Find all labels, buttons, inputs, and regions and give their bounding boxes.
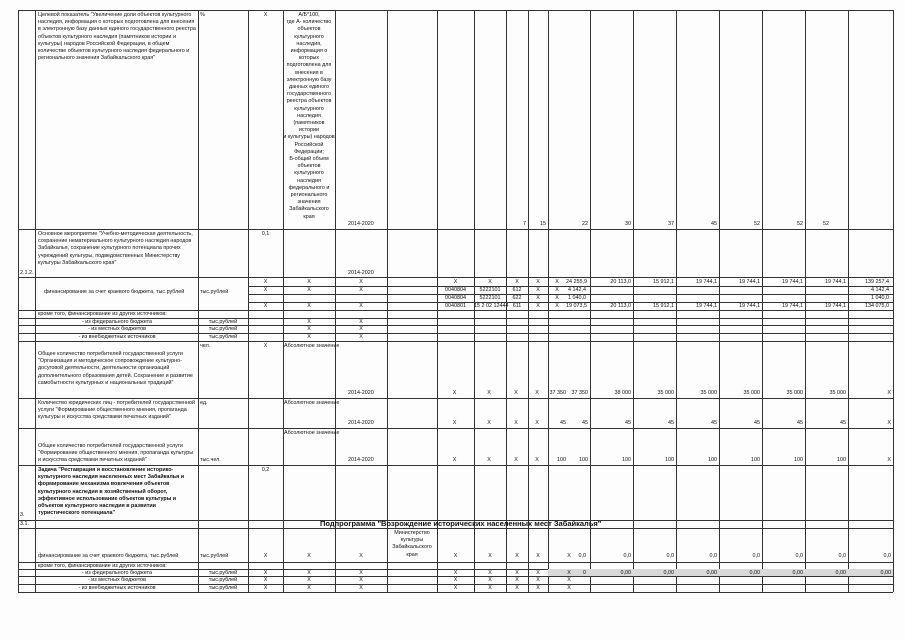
unit-cell: тыс.рублей bbox=[200, 553, 229, 559]
kbk-cell: 0040804 bbox=[445, 287, 466, 293]
value-cell: 100 bbox=[557, 457, 566, 463]
unit-cell: тыс.рублей bbox=[208, 326, 238, 332]
value-cell: 35 000 bbox=[829, 390, 846, 396]
source-label: - из федерального бюджета bbox=[82, 319, 152, 325]
value-cell: X bbox=[887, 420, 891, 426]
subprogram-title: Подпрограмма "Возрождение исторических населенных мест Забайкалья" bbox=[320, 519, 602, 528]
kbk-cell: 612 bbox=[512, 287, 522, 293]
weight-cell: X bbox=[263, 343, 268, 349]
value-cell: 45 bbox=[560, 420, 566, 426]
amount-cell: 0,00 bbox=[620, 570, 631, 576]
period-cell: 2014-2020 bbox=[348, 270, 374, 276]
value-cell: 45 bbox=[582, 420, 588, 426]
amount-cell: 0,0 bbox=[666, 553, 674, 559]
kbk-cell: X bbox=[488, 279, 492, 285]
kbk-cell: 0040804 bbox=[445, 295, 466, 301]
value-cell: X bbox=[535, 457, 539, 463]
value-cell: 100 bbox=[751, 457, 760, 463]
value-cell: 38 000 bbox=[614, 390, 631, 396]
task-text: Задача "Реставрация и восстановление историко-культурного наследия населенных мест Забайкалья и формирование механизма вовлечения объектов культурного наследия в хозяйственный оборот, эффективное использование объектов культуры и объектов культурного наследия в развитии туристического потенциала" bbox=[38, 467, 185, 517]
x-cell: X bbox=[307, 279, 311, 285]
kbk-cell: X bbox=[536, 295, 540, 301]
formula-line: электронную базу bbox=[286, 76, 332, 83]
x-cell: X bbox=[359, 570, 363, 576]
finance-label: финансирование за счет краевого бюджета, тыс.рублей bbox=[38, 553, 179, 559]
value-cell: 100 bbox=[708, 457, 717, 463]
value-cell: 52 bbox=[823, 221, 829, 227]
amount-cell: 20 113,0 bbox=[610, 279, 631, 285]
indicator-text: Количество юридических лиц - потребителей государственной услуги "Формирование общественного мнения, пропаганда культуры и искусства средствами печатных изданий" bbox=[38, 400, 196, 421]
unit-cell: % bbox=[200, 12, 205, 18]
formula-line: наследия bbox=[297, 112, 321, 119]
formula-line: Федерации; bbox=[294, 148, 324, 155]
kbk-cell: X bbox=[488, 577, 492, 583]
value-cell: 35 000 bbox=[657, 390, 674, 396]
value-cell: X bbox=[535, 420, 539, 426]
kbk-cell: X bbox=[453, 585, 458, 591]
row-line bbox=[18, 10, 893, 11]
formula-line: Б-общий объем bbox=[289, 156, 329, 163]
formula-line: наследия bbox=[297, 177, 321, 184]
weight-cell: 0,1 bbox=[261, 231, 270, 237]
indicator-text: Целевой показатель "Увеличение доли объектов культурного наследия, информация о которых подготовлена для внесения в электронную базу данных единого государственного реестра объектов культурного наследия (памятников истории и культуры) народов Российской Федерации, в общем количестве объектов культурного наследия федерального и регионального значения Забайкальского края" bbox=[38, 12, 196, 62]
amount-cell: 0,0 bbox=[578, 553, 586, 559]
formula-line: которых bbox=[298, 55, 320, 62]
amount-cell: 1 040,0 bbox=[568, 295, 586, 301]
unit-cell: ед. bbox=[200, 400, 208, 406]
formula-line: государственного bbox=[287, 91, 331, 98]
value-cell: 30 bbox=[625, 221, 631, 227]
amount-cell: 4 142,4 bbox=[871, 287, 889, 293]
kbk-cell: 0040801 bbox=[445, 303, 466, 309]
kbk-cell: X bbox=[567, 585, 571, 591]
x-cell: X bbox=[263, 279, 268, 285]
formula-line: Российской bbox=[294, 141, 324, 148]
x-cell: X bbox=[307, 577, 311, 583]
formula-line: значения bbox=[297, 199, 321, 206]
col-line bbox=[893, 10, 894, 592]
sources-header: кроме того, финансирование из других источников: bbox=[38, 311, 167, 317]
value-cell: 45 bbox=[668, 420, 674, 426]
kbk-cell: X bbox=[555, 295, 559, 301]
weight-cell: 0,2 bbox=[261, 467, 270, 473]
col-line bbox=[762, 10, 763, 592]
value-cell: 45 bbox=[797, 420, 803, 426]
kbk-cell: X bbox=[536, 553, 540, 559]
value-cell: X bbox=[887, 457, 891, 463]
value-cell: X bbox=[887, 390, 891, 396]
unit-cell: тыс.чел. bbox=[200, 457, 221, 463]
amount-cell: 0,00 bbox=[749, 570, 760, 576]
x-cell: X bbox=[307, 303, 311, 309]
period-cell: 2014-2020 bbox=[348, 390, 374, 396]
formula-line: регионального bbox=[290, 192, 328, 199]
formula-line: культурного bbox=[294, 33, 324, 40]
x-cell: X bbox=[359, 334, 363, 340]
col-line bbox=[198, 10, 199, 592]
value-cell: X bbox=[487, 457, 491, 463]
kbk-cell: 611 bbox=[512, 303, 522, 309]
unit-cell: тыс.рублей bbox=[208, 319, 238, 325]
value-cell: 7 bbox=[523, 221, 526, 227]
row-number: 2.1.2. bbox=[20, 270, 34, 276]
x-cell: X bbox=[307, 334, 311, 340]
weight-cell: X bbox=[263, 12, 268, 18]
x-cell: X bbox=[307, 570, 311, 576]
kbk-cell: 15 2 02 12444 bbox=[474, 303, 509, 309]
amount-cell: 19 744,1 bbox=[739, 303, 760, 309]
kbk-cell: X bbox=[555, 287, 559, 293]
col-line bbox=[805, 10, 806, 592]
amount-cell: 0 bbox=[583, 570, 586, 576]
x-cell: X bbox=[263, 553, 268, 559]
period-cell: 2014-2020 bbox=[348, 420, 374, 426]
value-cell: 100 bbox=[579, 457, 588, 463]
source-label: - из местных бюджетов bbox=[87, 326, 147, 332]
value-cell: 45 bbox=[711, 420, 717, 426]
kbk-cell: X bbox=[555, 279, 559, 285]
value-cell: 37 bbox=[668, 221, 674, 227]
x-cell: X bbox=[307, 326, 311, 332]
formula-line: культурного bbox=[294, 105, 324, 112]
amount-cell: 139 257,4 bbox=[865, 279, 889, 285]
amount-cell: 0,00 bbox=[880, 570, 891, 576]
value-cell: 35 000 bbox=[786, 390, 803, 396]
x-cell: X bbox=[307, 553, 311, 559]
x-cell: X bbox=[263, 303, 268, 309]
unit-cell: тыс.рублей bbox=[208, 334, 238, 340]
col-line bbox=[590, 10, 591, 592]
x-cell: X bbox=[307, 585, 311, 591]
kbk-cell: X bbox=[567, 553, 571, 559]
formula-line: А/Б*100, bbox=[298, 12, 320, 18]
amount-cell: 19 744,1 bbox=[782, 279, 803, 285]
x-cell: X bbox=[359, 326, 363, 332]
value-cell: X bbox=[514, 420, 518, 426]
value-cell: 37 350 bbox=[571, 390, 588, 396]
value-cell: 100 bbox=[622, 457, 631, 463]
value-cell: 22 bbox=[582, 221, 588, 227]
amount-cell: 134 075,0 bbox=[865, 303, 889, 309]
row-line bbox=[18, 277, 893, 278]
row-line bbox=[18, 229, 893, 230]
amount-cell: 19 073,5 bbox=[566, 303, 587, 309]
x-cell: X bbox=[359, 577, 363, 583]
value-cell: 45 bbox=[625, 420, 631, 426]
formula-cell: Абсолютное значение bbox=[284, 343, 340, 349]
x-cell: X bbox=[359, 279, 363, 285]
x-cell: X bbox=[263, 287, 268, 293]
value-cell: 15 bbox=[540, 221, 546, 227]
row-line bbox=[18, 428, 893, 429]
value-cell: X bbox=[514, 390, 518, 396]
x-cell: X bbox=[263, 585, 268, 591]
unit-cell: тыс.рублей bbox=[208, 570, 238, 576]
kbk-cell: X bbox=[453, 279, 458, 285]
amount-cell: 0,0 bbox=[795, 553, 803, 559]
col-line bbox=[676, 10, 677, 592]
amount-cell: 0,00 bbox=[835, 570, 846, 576]
kbk-cell: X bbox=[567, 577, 571, 583]
x-cell: X bbox=[359, 319, 363, 325]
col-line bbox=[387, 10, 388, 592]
kbk-cell: 5222101 bbox=[479, 295, 501, 301]
formula-line: и культуры) народов bbox=[283, 134, 335, 141]
value-cell: 37 350 bbox=[549, 390, 566, 396]
source-label: - из местных бюджетов bbox=[87, 577, 147, 583]
x-cell: X bbox=[307, 319, 311, 325]
x-cell: X bbox=[263, 577, 268, 583]
finance-label: финансирование за счет краевого бюджета, тыс.рублей bbox=[44, 289, 185, 295]
kbk-cell: X bbox=[555, 303, 559, 309]
x-cell: X bbox=[263, 570, 268, 576]
kbk-cell: X bbox=[488, 553, 492, 559]
row-line bbox=[18, 465, 893, 466]
amount-cell: 19 744,1 bbox=[825, 303, 846, 309]
col-line bbox=[719, 10, 720, 592]
amount-cell: 19 744,1 bbox=[782, 303, 803, 309]
kbk-cell: X bbox=[453, 570, 458, 576]
formula-line: (памятников истории bbox=[293, 120, 325, 134]
formula-line: информация о bbox=[290, 48, 328, 55]
formula-line: внесения в bbox=[295, 69, 323, 76]
unit-cell: тыс.рублей bbox=[200, 289, 229, 295]
kbk-cell: X bbox=[536, 279, 540, 285]
amount-cell: 0,00 bbox=[706, 570, 717, 576]
kbk-cell: X bbox=[536, 287, 540, 293]
kbk-cell: 622 bbox=[512, 295, 522, 301]
source-label: - из федерального бюджета bbox=[82, 570, 152, 576]
value-cell: 100 bbox=[837, 457, 846, 463]
formula-cell: Абсолютное значение bbox=[284, 430, 340, 436]
period-cell: 2014-2020 bbox=[348, 221, 374, 227]
sources-header: кроме того, финансирование из других источников: bbox=[38, 563, 167, 569]
value-cell: 100 bbox=[794, 457, 803, 463]
kbk-cell: X bbox=[515, 279, 519, 285]
source-label: - из внебюджетных источников bbox=[78, 585, 156, 591]
value-cell: X bbox=[514, 457, 518, 463]
x-cell: X bbox=[359, 287, 363, 293]
period-cell: 2014-2020 bbox=[348, 457, 374, 463]
row-line bbox=[18, 398, 893, 399]
amount-cell: 24 255,9 bbox=[566, 279, 587, 285]
col-line bbox=[35, 10, 36, 592]
amount-cell: 15 912,1 bbox=[653, 279, 674, 285]
value-cell: 100 bbox=[665, 457, 674, 463]
kbk-cell: X bbox=[453, 553, 458, 559]
row-line bbox=[18, 528, 893, 529]
value-cell: X bbox=[535, 390, 539, 396]
amount-cell: 0,0 bbox=[752, 553, 760, 559]
formula-line: наследия, bbox=[296, 40, 322, 47]
source-label: - из внебюджетных источников bbox=[78, 334, 156, 340]
col-line bbox=[335, 10, 336, 592]
formula-line: реестра объектов bbox=[286, 98, 332, 105]
amount-cell: 1 040,0 bbox=[871, 295, 889, 301]
kbk-cell: X bbox=[515, 570, 519, 576]
kbk-cell: X bbox=[536, 577, 540, 583]
formula-line: подготовлена для bbox=[286, 62, 332, 69]
row-number: 3. bbox=[20, 512, 25, 518]
formula-line: данных единого bbox=[288, 84, 330, 91]
amount-cell: 4 142,4 bbox=[568, 287, 586, 293]
amount-cell: 20 113,0 bbox=[610, 303, 631, 309]
value-cell: 35 000 bbox=[743, 390, 760, 396]
amount-cell: 0,0 bbox=[838, 553, 846, 559]
formula-line: где А- количество bbox=[286, 19, 332, 26]
indicator-text: Общее количество потребителей государственной услуги "Формирование общественного мнения, пропаганда культуры и искусства средствами печатных изданий" bbox=[38, 443, 194, 464]
formula-line: объектов bbox=[297, 26, 321, 33]
amount-cell: 0,0 bbox=[709, 553, 717, 559]
col-line bbox=[18, 10, 19, 592]
value-cell: 45 bbox=[754, 420, 760, 426]
amount-cell: 19 744,1 bbox=[825, 279, 846, 285]
amount-cell: 19 744,1 bbox=[739, 279, 760, 285]
administrator-cell: Министерство культуры Забайкальского края bbox=[392, 530, 432, 558]
value-cell: X bbox=[487, 420, 491, 426]
unit-cell: тыс.рублей bbox=[208, 585, 238, 591]
amount-cell: 15 912,1 bbox=[653, 303, 674, 309]
value-cell: 52 bbox=[754, 221, 760, 227]
x-cell: X bbox=[307, 287, 311, 293]
value-cell: X bbox=[452, 420, 457, 426]
value-cell: 52 bbox=[797, 221, 803, 227]
formula-line: объектов bbox=[297, 163, 321, 170]
indicator-text: Общее количество потребителей государственной услуги "Организация и методическое сопровождение культурно-досуговой деятельности, деятельности организаций дополнительного образования детей. Сохранение и развитие самобытности культурных и национальных традиций" bbox=[38, 351, 193, 386]
formula-cell: Абсолютное значение bbox=[284, 400, 340, 406]
formula-line: культурного bbox=[294, 170, 324, 177]
amount-cell: 0,0 bbox=[623, 553, 631, 559]
kbk-cell: X bbox=[488, 570, 492, 576]
x-cell: X bbox=[359, 303, 363, 309]
amount-cell: 19 744,1 bbox=[696, 303, 717, 309]
kbk-cell: X bbox=[536, 303, 540, 309]
kbk-cell: X bbox=[453, 577, 458, 583]
value-cell: 45 bbox=[840, 420, 846, 426]
kbk-cell: X bbox=[515, 577, 519, 583]
kbk-cell: X bbox=[515, 585, 519, 591]
value-cell: 35 000 bbox=[700, 390, 717, 396]
activity-text: Основное мероприятие "Учебно-методическая деятельность, сохранение нематериального культурного наследия народов Забайкалья, сохранение культурного потенциала прочих учреждений культуры, подведомственных Министерству культуры Забайкальского края" bbox=[38, 231, 193, 266]
formula-line: Забайкальского края bbox=[289, 206, 329, 220]
kbk-cell: X bbox=[515, 553, 519, 559]
formula-line: федерального и bbox=[288, 184, 330, 191]
formula-cell bbox=[283, 12, 335, 221]
unit-cell: чел. bbox=[200, 343, 211, 349]
col-line bbox=[248, 10, 249, 592]
amount-cell: 0,00 bbox=[663, 570, 674, 576]
unit-cell: тыс.рублей bbox=[208, 577, 238, 583]
kbk-cell: X bbox=[488, 585, 492, 591]
col-line bbox=[633, 10, 634, 592]
value-cell: X bbox=[452, 457, 457, 463]
value-cell: 45 bbox=[711, 221, 717, 227]
kbk-cell: X bbox=[536, 570, 540, 576]
kbk-cell: X bbox=[567, 570, 571, 576]
x-cell: X bbox=[359, 553, 363, 559]
kbk-cell: 5222101 bbox=[479, 287, 501, 293]
kbk-cell: X bbox=[536, 585, 540, 591]
value-cell: X bbox=[487, 390, 491, 396]
amount-cell: 0,0 bbox=[883, 553, 891, 559]
row-number: 3.1. bbox=[20, 521, 29, 527]
amount-cell: 0,00 bbox=[792, 570, 803, 576]
amount-cell: 19 744,1 bbox=[696, 279, 717, 285]
x-cell: X bbox=[359, 585, 363, 591]
value-cell: X bbox=[452, 390, 457, 396]
